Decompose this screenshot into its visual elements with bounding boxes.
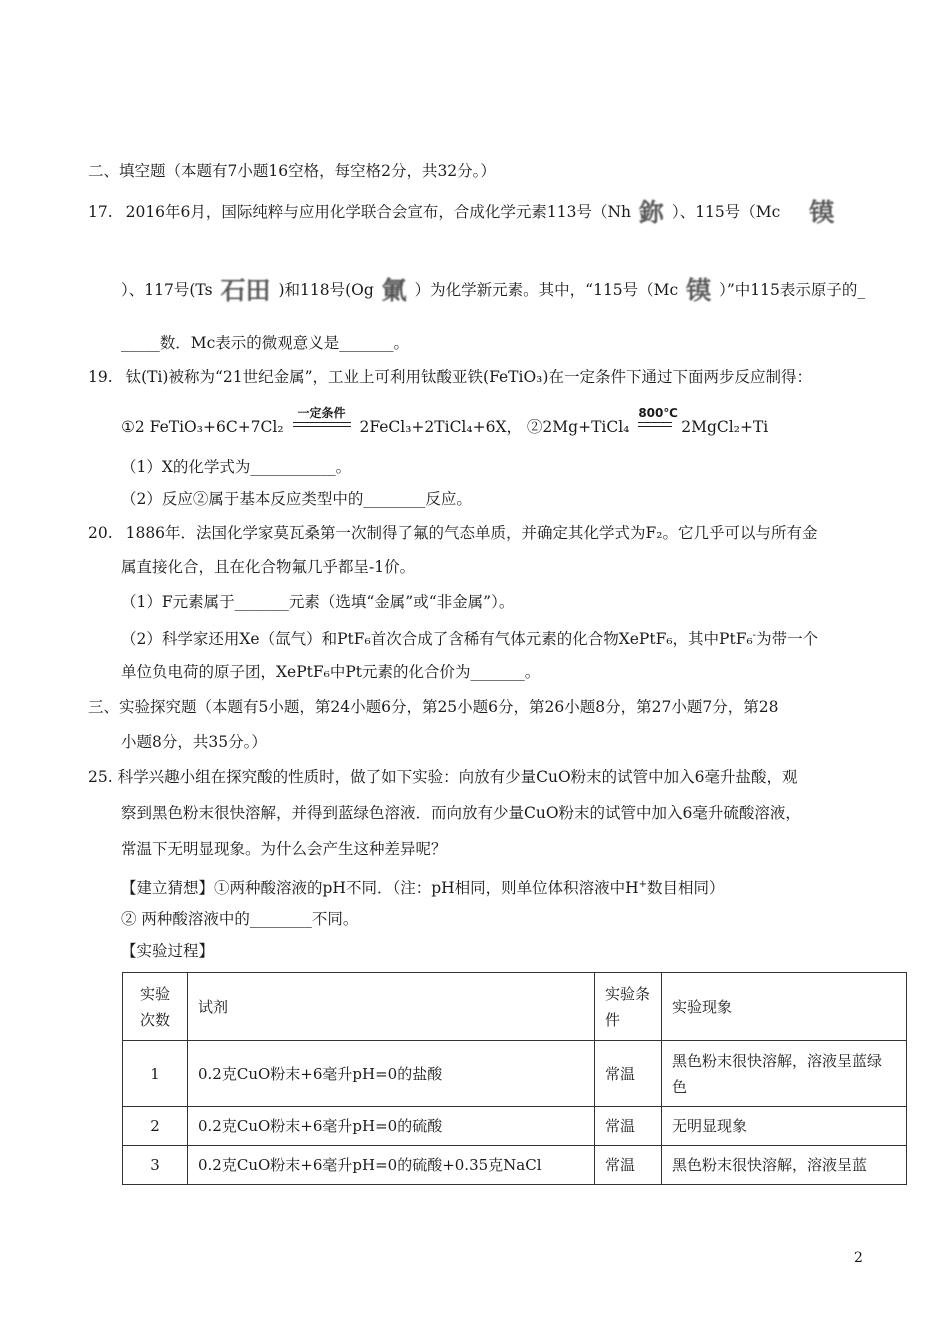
- section3-header-line2: 小题8分，共35分。）: [121, 733, 267, 751]
- q20-sub2-text-b: 为带一个: [756, 630, 819, 649]
- table-row: [123, 1107, 907, 1146]
- equals-sign-2: [638, 422, 672, 427]
- header-cell-trial: 实验次数: [123, 973, 188, 1041]
- q25-hplus-sup: +: [638, 879, 648, 890]
- table-cell: 0.2克CuO粉末+6毫升pH=0的硫酸: [188, 1107, 595, 1146]
- condition-label-2: 800℃: [638, 406, 678, 420]
- q20-text-1: 1886年．法国化学家莫瓦桑第一次制得了氟的气态单质，并确定其化学式为F₂。它几乎可以与所有金: [125, 524, 818, 542]
- element-og-glyph: 氭: [381, 276, 407, 305]
- q17-text-2d: ）”中115表示原子的_: [719, 281, 866, 299]
- section2-header: 二、填空题（本题有7小题16空格，每空格2分，共32分。）: [88, 162, 496, 180]
- equals-sign-1: [293, 422, 351, 427]
- table-cell: 0.2克CuO粉末+6毫升pH=0的盐酸: [188, 1041, 595, 1107]
- header-cell-observation: 实验现象: [662, 973, 907, 1041]
- table-header-row: [123, 973, 907, 1041]
- reaction-condition-2: [638, 406, 678, 434]
- q25-hypo1-text-a: 【建立猜想】①两种酸溶液的pH不同．（注：pH相同，则单位体积溶液中H: [121, 879, 639, 898]
- q17-line3: _____数．Mc表示的微观意义是_______。: [121, 334, 410, 352]
- element-mc-glyph-2: 镆: [686, 276, 712, 305]
- equation1-right: 2FeCl₃+2TiCl₄+6X，: [359, 418, 522, 436]
- q17-text-1b: ）、115号（Mc: [671, 203, 781, 221]
- reaction-condition-1: [293, 406, 351, 434]
- equation1-left: ①2 FeTiO₃+6C+7Cl₂: [121, 418, 284, 436]
- q25-process-heading: 【实验过程】: [121, 942, 215, 960]
- q25-hypothesis-1: [121, 874, 725, 899]
- table-cell: 常温: [595, 1107, 662, 1146]
- condition-label-1: 一定条件: [297, 406, 346, 420]
- element-ts-glyph: 石田: [220, 276, 271, 305]
- table-row: [123, 1041, 907, 1107]
- q19-number: 19.: [88, 368, 113, 386]
- experiment-table: [122, 972, 907, 1185]
- table-cell: 黑色粉末很快溶解，溶液呈蓝绿色: [662, 1041, 907, 1107]
- q17-text-2c: ）为化学新元素。其中，“115号（Mc: [414, 281, 679, 299]
- q20-sub2-line1: [121, 625, 818, 650]
- equation2-left: ②2Mg+TiCl₄: [526, 418, 630, 436]
- q20-sub2-text-a: （2）科学家还用Xe（氙气）和PtF₆首次合成了含稀有气体元素的化合物XePtF₆，其中PtF₆: [121, 630, 753, 649]
- section3-header-line1: 三、实验探究题（本题有5小题，第24小题6分，第25小题6分，第26小题8分，第27小题7分，第28: [88, 698, 779, 716]
- table-cell: 0.2克CuO粉末+6毫升pH=0的硫酸+0.35克NaCl: [188, 1146, 595, 1185]
- table-cell: 黑色粉末很快溶解，溶液呈蓝: [662, 1146, 907, 1185]
- equation2-right: 2MgCl₂+Ti: [681, 418, 769, 436]
- q17-line1: [88, 198, 837, 227]
- q19-sub1: （1）X的化学式为___________。: [121, 458, 352, 476]
- table-cell: 2: [123, 1107, 188, 1146]
- q17-text-2b: )和118号(Og: [278, 281, 374, 299]
- header-cell-reagent: 试剂: [188, 973, 595, 1041]
- q19-text: 钛(Ti)被称为“21世纪金属”，工业上可利用钛酸亚铁(FeTiO₃)在一定条件下通过下面两步反应制得：: [125, 368, 812, 386]
- q20-sub2-line2: 单位负电荷的原子团，XePtF₆中Pt元素的化合价为_______。: [121, 663, 541, 681]
- header-cell-condition: 实验条件: [595, 973, 662, 1041]
- table-cell: 无明显现象: [662, 1107, 907, 1146]
- q25-line3: 常温下无明显现象。为什么会产生这种差异呢？: [121, 840, 447, 858]
- q19-equations: [121, 406, 769, 438]
- table-row: [123, 1146, 907, 1185]
- element-nh-glyph: 鉨: [638, 198, 664, 227]
- table-cell: 3: [123, 1146, 188, 1185]
- q20-line1: [88, 522, 818, 544]
- q25-text-1: 科学兴趣小组在探究酸的性质时，做了如下实验：向放有少量CuO粉末的试管中加入6毫升盐酸，观: [117, 768, 798, 786]
- table-cell: 1: [123, 1041, 188, 1107]
- element-mc-glyph: 镆: [809, 198, 835, 227]
- page-number: 2: [854, 1250, 863, 1266]
- q25-number: 25.: [88, 768, 113, 786]
- table-cell: 常温: [595, 1041, 662, 1107]
- q25-line1: [88, 766, 798, 788]
- q17-text-2a: ）、117号(Ts: [121, 281, 213, 299]
- q25-line2: 察到黑色粉末很快溶解，并得到蓝绿色溶液．而向放有少量CuO粉末的试管中加入6毫升硫酸溶液，: [121, 804, 801, 822]
- q17-number: 17.: [88, 203, 113, 221]
- q20-charge-sup: -: [752, 630, 757, 641]
- q20-line2: 属直接化合，且在化合物氟几乎都呈-1价。: [121, 558, 416, 576]
- q17-line2: [121, 276, 866, 305]
- q25-hypothesis-2: ② 两种酸溶液中的________不同。: [121, 910, 359, 928]
- q20-sub1: （1）F元素属于_______元素（选填“金属”或“非金属”）。: [121, 593, 515, 611]
- q19-line1: [88, 366, 812, 388]
- q25-hypo1-text-b: 数目相同）: [647, 879, 725, 898]
- q20-number: 20.: [88, 524, 113, 542]
- table-cell: 常温: [595, 1146, 662, 1185]
- q19-sub2: （2）反应②属于基本反应类型中的________反应。: [121, 490, 472, 508]
- q17-text-1a: 2016年6月，国际纯粹与应用化学联合会宣布，合成化学元素113号（Nh: [125, 203, 632, 221]
